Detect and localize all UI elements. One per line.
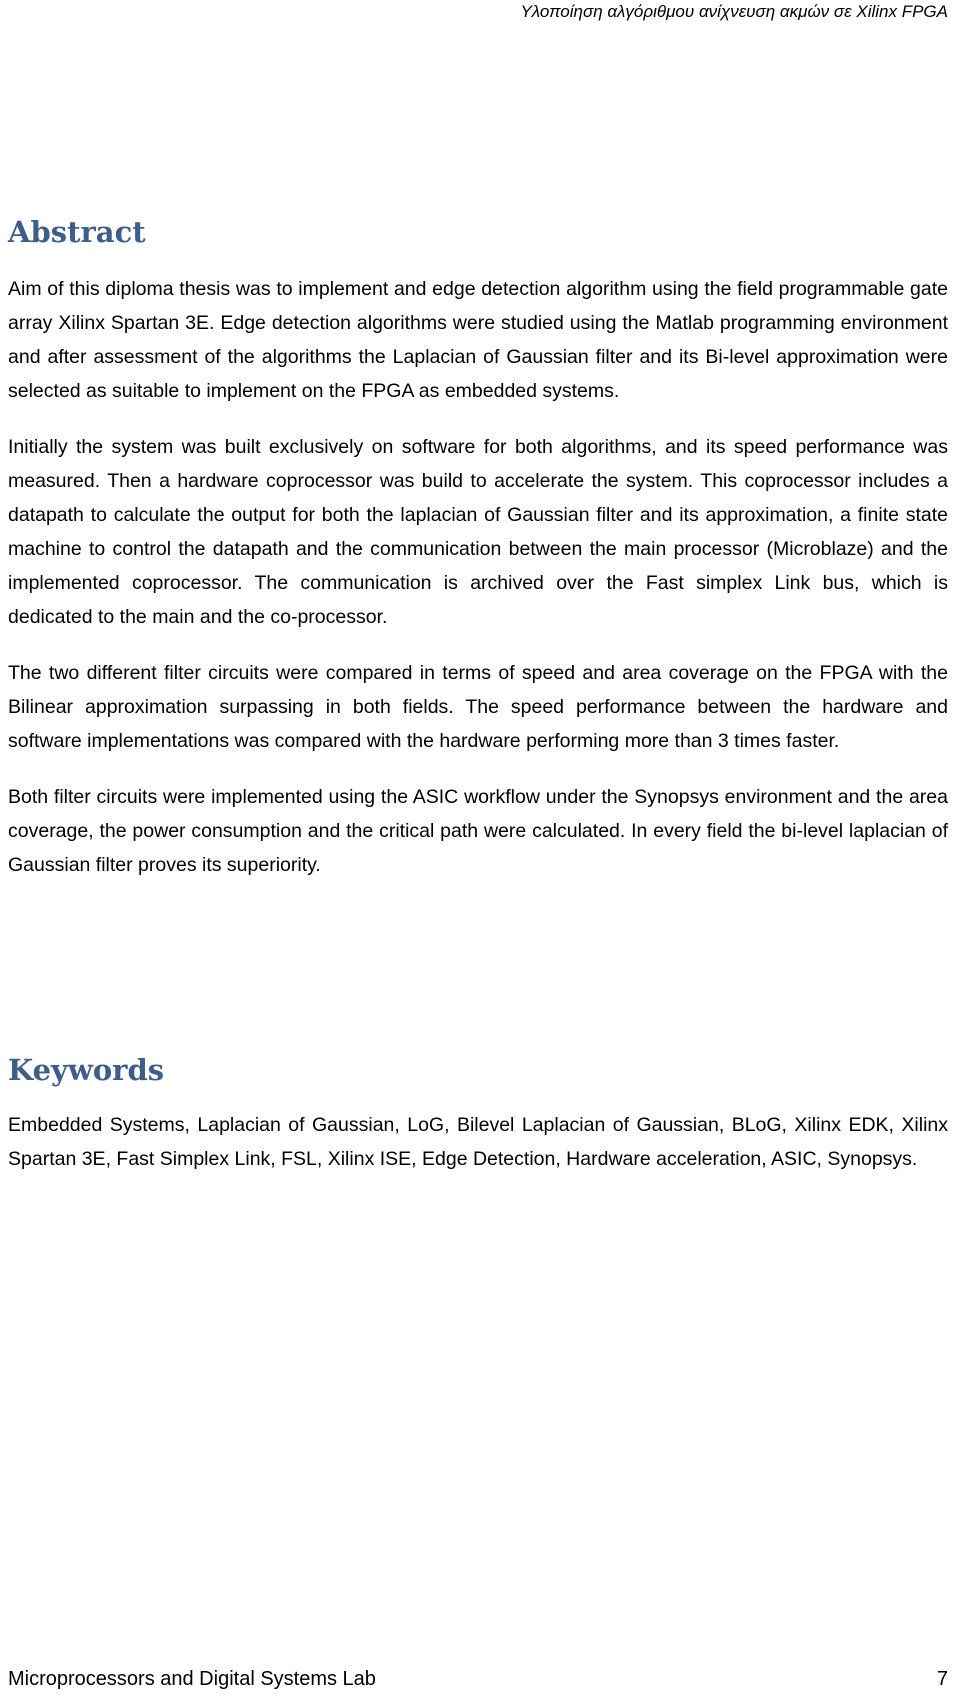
abstract-section bbox=[8, 272, 948, 904]
abstract-paragraph-4: Both filter circuits were implemented using the ASIC workflow under the Synopsys environment and the area coverage, the power consumption and the critical path were calculated. In every field the bi-level laplacian of Gaussian filter proves its superiority. bbox=[8, 786, 948, 876]
footer-page-number: 7 bbox=[936, 1668, 948, 1690]
abstract-paragraph-3: The two different filter circuits were compared in terms of speed and area coverage on the FPGA with the Bilinear approximation surpassing in both fields. The speed performance between the hardware and software implementations was compared with the hardware performing more than 3 times faster. bbox=[8, 662, 948, 752]
abstract-heading: Abstract bbox=[8, 215, 146, 249]
abstract-paragraph-2: Initially the system was built exclusively on software for both algorithms, and its speed performance was measured. Then a hardware coprocessor was build to accelerate the system. This coprocessor includes a datapath to calculate the output for both the laplacian of Gaussian filter and its approximation, a finite state machine to control the datapath and the communication between the main processor (Microblaze) and the implemented coprocessor. The communication is archived over the Fast simplex Link bus, which is dedicated to the main and the co-processor. bbox=[8, 436, 948, 628]
keywords-section bbox=[8, 1108, 948, 1198]
footer-lab-name: Microprocessors and Digital Systems Lab bbox=[8, 1668, 376, 1690]
abstract-paragraph-1: Aim of this diploma thesis was to implement and edge detection algorithm using the field programmable gate array Xilinx Spartan 3E. Edge detection algorithms were studied using the Matlab programming environment and after assessment of the algorithms the Laplacian of Gaussian filter and its Bi-level approximation were selected as suitable to implement on the FPGA as embedded systems. bbox=[8, 278, 948, 402]
page-footer bbox=[8, 1668, 948, 1691]
running-header-title: Υλοποίηση αλγόριθμου ανίχνευση ακμών σε Xilinx FPGA bbox=[520, 2, 948, 21]
keywords-text: Embedded Systems, Laplacian of Gaussian, LoG, Bilevel Laplacian of Gaussian, BLoG, Xilinx EDK, Xilinx Spartan 3E, Fast Simplex Link, FSL, Xilinx ISE, Edge Detection, Hardware acceleration, ASIC, Synopsys. bbox=[8, 1114, 948, 1170]
keywords-heading: Keywords bbox=[8, 1053, 165, 1087]
